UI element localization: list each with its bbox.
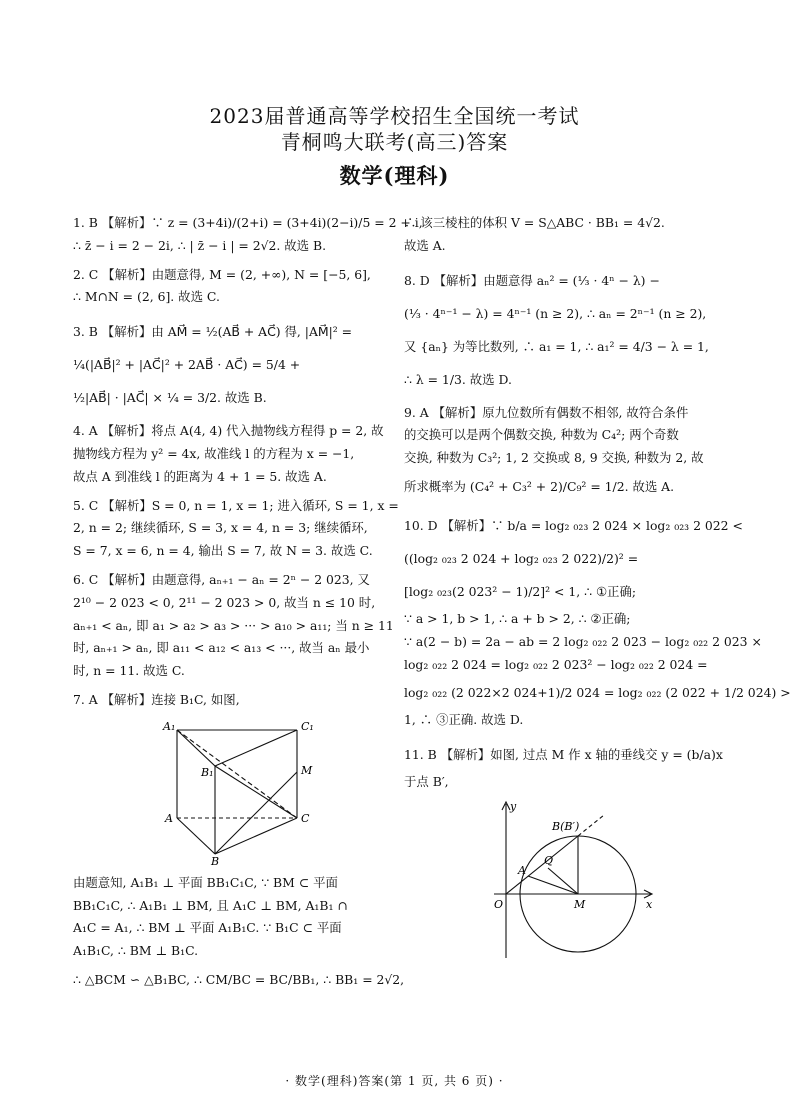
label-B: B(B′) [552, 819, 580, 833]
label-x: x [646, 897, 653, 911]
answer-line: 的交换可以是两个偶数交换, 种数为 C₄²; 两个奇数 [404, 427, 679, 443]
answer-line: 故选 A. [404, 237, 446, 253]
answer-line: A₁B₁C, ∴ BM ⊥ B₁C. [73, 943, 199, 959]
left-column [73, 212, 423, 996]
answer-line: 10. D 【解析】∵ b/a = log₂ ₀₂₃ 2 024 × log₂ ₀₂₃ 2 022 < [404, 517, 743, 533]
answer-line: 8. D 【解析】由题意得 aₙ² = (⅓ · 4ⁿ − λ) − [404, 272, 660, 288]
answer-line: ∵ a(2 − b) = 2a − ab = 2 log₂ ₀₂₂ 2 023 − log₂ ₀₂₂ 2 023 × [404, 633, 762, 649]
page-footer: · 数学(理科)答案(第 1 页, 共 6 页) · [285, 1074, 504, 1088]
answer-line: log₂ ₀₂₂ 2 024 = log₂ ₀₂₂ 2 023² − log₂ ₀₂₂ 2 024 = [404, 656, 708, 672]
subject-title: 数学(理科) [339, 163, 450, 188]
answer-line: ((log₂ ₀₂₃ 2 024 + log₂ ₀₂₃ 2 022)/2)² = [404, 550, 639, 566]
circle-figure [486, 798, 666, 968]
label-B: B [211, 854, 220, 868]
prism-figure [157, 718, 327, 866]
answer-line: 故点 A 到准线 l 的距离为 4 + 1 = 5. 故选 A. [73, 468, 327, 484]
label-M: M [574, 897, 586, 911]
label-y: y [510, 799, 517, 813]
label-A: A [165, 811, 173, 825]
answer-line: 2, n = 2; 继续循环, S = 3, x = 4, n = 3; 继续循环, [73, 520, 368, 536]
answer-line: 9. A 【解析】原九位数所有偶数不相邻, 故符合条件 [404, 404, 689, 420]
answer-line: ∴ λ = 1/3. 故选 D. [404, 371, 512, 387]
answer-line: 2. C 【解析】由题意得, M = (2, +∞), N = [−5, 6], [73, 266, 371, 282]
label-B1: B₁ [201, 765, 214, 779]
right-column [404, 212, 791, 974]
answer-line: 时, aₙ₊₁ > aₙ, 即 a₁₁ < a₁₂ < a₁₃ < ···, 故当 aₙ 最小 [73, 640, 370, 656]
answer-line: 1. B 【解析】∵ z = (3+4i)/(2+i) = (3+4i)(2−i)/5 = 2 + i, [73, 215, 423, 230]
answer-line: 1, ∴ ③正确. 故选 D. [404, 712, 524, 728]
answer-line: 又 {aₙ} 为等比数列, ∴ a₁ = 1, ∴ a₁² = 4/3 − λ = 1, [404, 338, 709, 354]
answer-line: 11. B 【解析】如图, 过点 M 作 x 轴的垂线交 y = (b/a)x [404, 747, 723, 763]
answer-line: A₁C = A₁, ∴ BM ⊥ 平面 A₁B₁C. ∵ B₁C ⊂ 平面 [73, 920, 342, 936]
answer-line: ∵ a > 1, b > 1, ∴ a + b > 2, ∴ ②正确; [404, 610, 631, 626]
answer-line: 5. C 【解析】S = 0, n = 1, x = 1; 进入循环, S = 1, x = [73, 497, 399, 513]
answer-line: (⅓ · 4ⁿ⁻¹ − λ) = 4ⁿ⁻¹ (n ≥ 2), ∴ aₙ = 2ⁿ⁻¹ (n ≥ 2), [404, 305, 707, 321]
answer-line: 抛物线方程为 y² = 4x, 故准线 l 的方程为 x = −1, [73, 445, 355, 461]
answer-line: log₂ ₀₂₂ (2 022×2 024+1)/2 024 = log₂ ₀₂₂ (2 022 + 1/2 024) > [404, 685, 791, 701]
answer-line: 时, n = 11. 故选 C. [73, 663, 185, 679]
answer-line: [log₂ ₀₂₃(2 023² − 1)/2]² < 1, ∴ ①正确; [404, 583, 637, 599]
answer-line: BB₁C₁C, ∴ A₁B₁ ⊥ BM, 且 A₁C ⊥ BM, A₁B₁ ∩ [73, 897, 348, 913]
answer-line: ∴ z̄ − i = 2 − 2i, ∴ | z̄ − i | = 2√2. 故选 B. [73, 237, 327, 253]
answer-line: 所求概率为 (C₄² + C₃² + 2)/C₉² = 1/2. 故选 A. [404, 478, 675, 494]
answer-line: ∴ M∩N = (2, 6]. 故选 C. [73, 289, 220, 305]
label-O: O [494, 897, 504, 911]
label-C: C [301, 811, 310, 825]
answer-line: 交换, 种数为 C₃²; 1, 2 交换或 8, 9 交换, 种数为 2, 故 [404, 450, 704, 466]
answer-line: aₙ₊₁ < aₙ, 即 a₁ > a₂ > a₃ > ··· > a₁₀ > a₁₁; 当 n ≥ 11 [73, 617, 394, 633]
exam-subtitle: 青桐鸣大联考(高三)答案 [280, 130, 509, 154]
answer-line: 3. B 【解析】由 AM⃗ = ½(AB⃗ + AC⃗) 得, |AM⃗|² = [73, 324, 353, 340]
label-A: A [518, 863, 526, 877]
answer-line: S = 7, x = 6, n = 4, 输出 S = 7, 故 N = 3. 故选 C. [73, 543, 373, 559]
answer-line: 6. C 【解析】由题意得, aₙ₊₁ − aₙ = 2ⁿ − 2 023, 又 [73, 571, 370, 587]
answer-line: 于点 B′, [404, 774, 449, 790]
answer-line: 7. A 【解析】连接 B₁C, 如图, [73, 691, 240, 707]
label-A1: A₁ [163, 719, 176, 733]
exam-title: 2023届普通高等学校招生全国统一考试 [209, 104, 580, 128]
prism-diagram [157, 718, 327, 866]
label-C1: C₁ [301, 719, 314, 733]
answer-line: 2¹⁰ − 2 023 < 0, 2¹¹ − 2 023 > 0, 故当 n ≤ 10 时, [73, 594, 376, 610]
label-Q: Q [544, 853, 554, 867]
answer-line: ∴ 该三棱柱的体积 V = S△ABC · BB₁ = 4√2. [404, 215, 665, 230]
answer-line: ∴ △BCM ∽ △B₁BC, ∴ CM/BC = BC/BB₁, ∴ BB₁ = 2√2, [73, 971, 405, 987]
label-M: M [301, 763, 313, 777]
answer-line: ½|AB⃗| · |AC⃗| × ¼ = 3/2. 故选 B. [73, 390, 267, 406]
answer-line: 由题意知, A₁B₁ ⊥ 平面 BB₁C₁C, ∵ BM ⊂ 平面 [73, 874, 338, 890]
answer-line: 4. A 【解析】将点 A(4, 4) 代入抛物线方程得 p = 2, 故 [73, 423, 384, 439]
answer-line: ¼(|AB⃗|² + |AC⃗|² + 2AB⃗ · AC⃗) = 5/4 + [73, 357, 301, 373]
coordinate-diagram [486, 798, 666, 968]
